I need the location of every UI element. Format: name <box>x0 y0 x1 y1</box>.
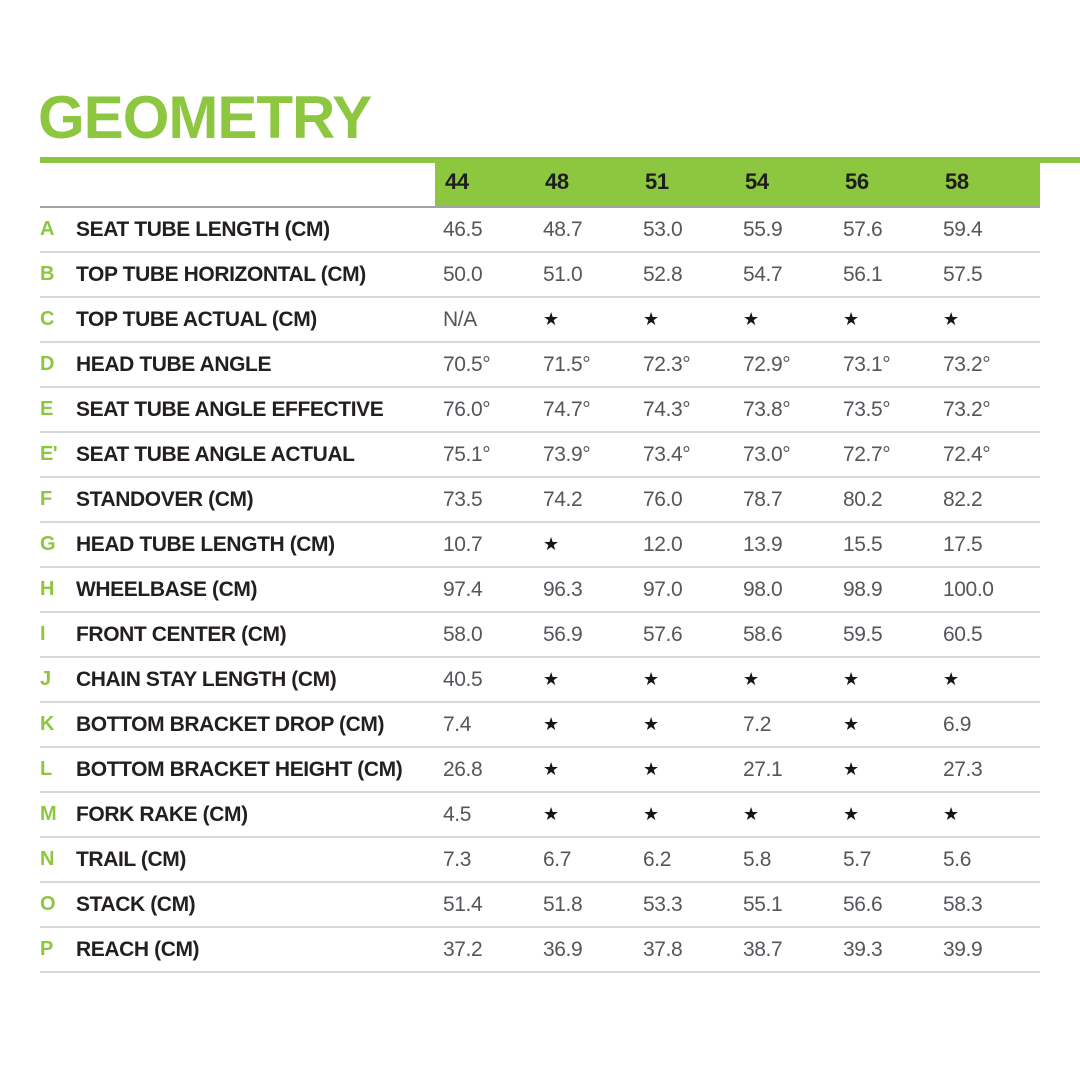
star-icon: ★ <box>543 534 559 554</box>
column-header-51: 51 <box>645 168 669 194</box>
cell-value: 12.0 <box>643 532 683 556</box>
star-icon: ★ <box>643 309 659 329</box>
row-letter: O <box>40 893 56 915</box>
star-icon: ★ <box>743 669 759 689</box>
table-row <box>40 476 1040 521</box>
row-values <box>443 883 1043 926</box>
table-row <box>40 656 1040 701</box>
row-letter: K <box>40 713 54 735</box>
row-label: STANDOVER (CM) <box>76 487 254 511</box>
row-label: SEAT TUBE LENGTH (CM) <box>76 217 330 241</box>
star-icon: ★ <box>843 804 859 824</box>
row-letter: H <box>40 578 54 600</box>
cell-value: 73.9° <box>543 442 591 466</box>
star-icon: ★ <box>643 804 659 824</box>
cell-value: 53.0 <box>643 217 683 241</box>
table-row <box>40 791 1040 836</box>
column-header-44: 44 <box>445 168 469 194</box>
table-row <box>40 296 1040 341</box>
star-icon: ★ <box>543 759 559 779</box>
row-values <box>443 568 1043 611</box>
row-label: CHAIN STAY LENGTH (CM) <box>76 667 337 691</box>
table-row <box>40 701 1040 746</box>
cell-value: 75.1° <box>443 442 491 466</box>
star-icon: ★ <box>943 309 959 329</box>
cell-value: 5.6 <box>943 847 971 871</box>
table-row <box>40 611 1040 656</box>
cell-value: 54.7 <box>743 262 783 286</box>
cell-value: 46.5 <box>443 217 483 241</box>
row-label: BOTTOM BRACKET HEIGHT (CM) <box>76 757 403 781</box>
cell-value: 36.9 <box>543 937 583 961</box>
cell-value: 72.7° <box>843 442 891 466</box>
row-label: SEAT TUBE ANGLE EFFECTIVE <box>76 397 384 421</box>
cell-value: 52.8 <box>643 262 683 286</box>
table-row <box>40 926 1040 971</box>
geometry-table <box>40 206 1040 973</box>
cell-value: 56.6 <box>843 892 883 916</box>
row-letter: L <box>40 758 52 780</box>
star-icon: ★ <box>643 669 659 689</box>
row-letter: B <box>40 263 54 285</box>
cell-value: 73.4° <box>643 442 691 466</box>
table-row <box>40 566 1040 611</box>
row-letter: E <box>40 398 53 420</box>
cell-value: 48.7 <box>543 217 583 241</box>
cell-value: 51.0 <box>543 262 583 286</box>
row-values <box>443 478 1043 521</box>
cell-value: 74.7° <box>543 397 591 421</box>
column-header-48: 48 <box>545 168 569 194</box>
row-letter: P <box>40 938 53 960</box>
table-row <box>40 521 1040 566</box>
table-row <box>40 431 1040 476</box>
cell-value: 6.7 <box>543 847 571 871</box>
row-values <box>443 703 1043 746</box>
cell-value: 26.8 <box>443 757 483 781</box>
cell-value: 7.2 <box>743 712 771 736</box>
star-icon: ★ <box>843 669 859 689</box>
star-icon: ★ <box>543 714 559 734</box>
row-letter: C <box>40 308 54 330</box>
row-values <box>443 298 1043 341</box>
cell-value: 55.1 <box>743 892 783 916</box>
table-row <box>40 341 1040 386</box>
cell-value: 51.4 <box>443 892 483 916</box>
row-values <box>443 253 1043 296</box>
cell-value: 39.9 <box>943 937 983 961</box>
row-label: TRAIL (CM) <box>76 847 186 871</box>
row-letter: G <box>40 533 56 555</box>
row-values <box>443 793 1043 836</box>
table-header-row <box>435 157 1040 206</box>
cell-value: 5.7 <box>843 847 871 871</box>
column-header-56: 56 <box>845 168 869 194</box>
cell-value: 70.5° <box>443 352 491 376</box>
cell-value: 71.5° <box>543 352 591 376</box>
row-values <box>443 613 1043 656</box>
row-label: TOP TUBE HORIZONTAL (CM) <box>76 262 366 286</box>
cell-value: 73.5 <box>443 487 483 511</box>
row-label: REACH (CM) <box>76 937 200 961</box>
cell-value: 74.2 <box>543 487 583 511</box>
cell-value: 73.2° <box>943 352 991 376</box>
cell-value: 37.2 <box>443 937 483 961</box>
cell-value: 58.0 <box>443 622 483 646</box>
row-label: SEAT TUBE ANGLE ACTUAL <box>76 442 355 466</box>
cell-value: 72.3° <box>643 352 691 376</box>
table-row <box>40 881 1040 926</box>
cell-value: 6.9 <box>943 712 971 736</box>
star-icon: ★ <box>743 804 759 824</box>
cell-value: 50.0 <box>443 262 483 286</box>
row-letter: D <box>40 353 54 375</box>
cell-value: 58.6 <box>743 622 783 646</box>
cell-value: 97.0 <box>643 577 683 601</box>
row-values <box>443 343 1043 386</box>
cell-value: 53.3 <box>643 892 683 916</box>
cell-value: 59.4 <box>943 217 983 241</box>
cell-value: 72.9° <box>743 352 791 376</box>
table-row <box>40 251 1040 296</box>
star-icon: ★ <box>843 759 859 779</box>
table-row <box>40 206 1040 251</box>
cell-value: 27.1 <box>743 757 783 781</box>
cell-value: 57.6 <box>843 217 883 241</box>
cell-value: 76.0° <box>443 397 491 421</box>
star-icon: ★ <box>843 309 859 329</box>
row-letter: N <box>40 848 54 870</box>
row-label: FORK RAKE (CM) <box>76 802 248 826</box>
cell-value: 59.5 <box>843 622 883 646</box>
cell-value: 74.3° <box>643 397 691 421</box>
row-values <box>443 208 1043 251</box>
cell-value: 56.1 <box>843 262 883 286</box>
cell-value: 72.4° <box>943 442 991 466</box>
row-values <box>443 748 1043 791</box>
cell-value: 55.9 <box>743 217 783 241</box>
row-values <box>443 523 1043 566</box>
cell-value: 17.5 <box>943 532 983 556</box>
cell-value: 100.0 <box>943 577 994 601</box>
star-icon: ★ <box>743 309 759 329</box>
cell-value: 40.5 <box>443 667 483 691</box>
row-label: BOTTOM BRACKET DROP (CM) <box>76 712 385 736</box>
cell-value: N/A <box>443 307 477 331</box>
star-icon: ★ <box>943 804 959 824</box>
star-icon: ★ <box>543 669 559 689</box>
row-label: HEAD TUBE ANGLE <box>76 352 272 376</box>
star-icon: ★ <box>943 669 959 689</box>
cell-value: 98.9 <box>843 577 883 601</box>
cell-value: 73.0° <box>743 442 791 466</box>
cell-value: 73.2° <box>943 397 991 421</box>
cell-value: 58.3 <box>943 892 983 916</box>
row-values <box>443 928 1043 971</box>
cell-value: 73.5° <box>843 397 891 421</box>
cell-value: 4.5 <box>443 802 471 826</box>
cell-value: 78.7 <box>743 487 783 511</box>
cell-value: 73.1° <box>843 352 891 376</box>
cell-value: 15.5 <box>843 532 883 556</box>
star-icon: ★ <box>543 309 559 329</box>
cell-value: 97.4 <box>443 577 483 601</box>
cell-value: 7.4 <box>443 712 471 736</box>
cell-value: 76.0 <box>643 487 683 511</box>
row-label: TOP TUBE ACTUAL (CM) <box>76 307 317 331</box>
page-title: GEOMETRY <box>38 84 372 151</box>
row-values <box>443 658 1043 701</box>
cell-value: 38.7 <box>743 937 783 961</box>
row-letter: F <box>40 488 52 510</box>
cell-value: 82.2 <box>943 487 983 511</box>
cell-value: 51.8 <box>543 892 583 916</box>
star-icon: ★ <box>543 804 559 824</box>
cell-value: 6.2 <box>643 847 671 871</box>
cell-value: 13.9 <box>743 532 783 556</box>
cell-value: 5.8 <box>743 847 771 871</box>
row-label: HEAD TUBE LENGTH (CM) <box>76 532 335 556</box>
cell-value: 98.0 <box>743 577 783 601</box>
cell-value: 39.3 <box>843 937 883 961</box>
row-label: FRONT CENTER (CM) <box>76 622 287 646</box>
cell-value: 96.3 <box>543 577 583 601</box>
cell-value: 57.6 <box>643 622 683 646</box>
cell-value: 73.8° <box>743 397 791 421</box>
cell-value: 60.5 <box>943 622 983 646</box>
row-values <box>443 838 1043 881</box>
table-row <box>40 746 1040 791</box>
cell-value: 10.7 <box>443 532 483 556</box>
row-letter: M <box>40 803 57 825</box>
row-values <box>443 433 1043 476</box>
row-values <box>443 388 1043 431</box>
row-label: WHEELBASE (CM) <box>76 577 258 601</box>
star-icon: ★ <box>643 714 659 734</box>
cell-value: 80.2 <box>843 487 883 511</box>
star-icon: ★ <box>643 759 659 779</box>
cell-value: 57.5 <box>943 262 983 286</box>
table-row <box>40 836 1040 881</box>
cell-value: 7.3 <box>443 847 471 871</box>
star-icon: ★ <box>843 714 859 734</box>
column-header-54: 54 <box>745 168 769 194</box>
row-letter: J <box>40 668 51 690</box>
cell-value: 27.3 <box>943 757 983 781</box>
row-letter: E' <box>40 443 58 465</box>
cell-value: 56.9 <box>543 622 583 646</box>
cell-value: 37.8 <box>643 937 683 961</box>
table-row <box>40 386 1040 431</box>
column-header-58: 58 <box>945 168 969 194</box>
row-letter: A <box>40 218 54 240</box>
row-letter: I <box>40 623 46 645</box>
row-label: STACK (CM) <box>76 892 196 916</box>
